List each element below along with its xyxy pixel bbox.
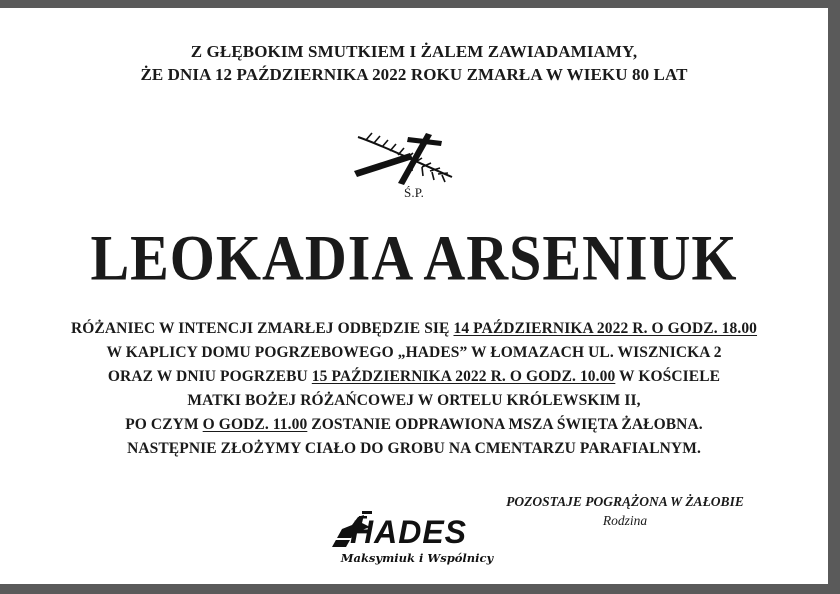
text-fragment: RÓŻANIEC W INTENCJI ZMARŁEJ ODBĘDZIE SIĘ	[70, 320, 454, 337]
text-fragment: PO CZYM	[125, 416, 203, 433]
sp-abbreviation: Ś.P.	[404, 185, 424, 200]
deceased-name: LEOKADIA ARSENIUK	[90, 221, 738, 294]
announcement-line-2: W KAPLICY DOMU POGRZEBOWEGO „HADES” W ŁOMAZACH UL. WISZNICKA 2	[106, 344, 722, 361]
announcement-line-6: NASTĘPNIE ZŁOŻYMY CIAŁO DO GROBU NA CMENTARZU PARAFIALNYM.	[127, 440, 701, 457]
announcement-line-1	[0, 320, 828, 338]
header-line-1: Z GŁĘBOKIM SMUTKIEM I ŻALEM ZAWIADAMIAMY,	[190, 42, 638, 61]
mass-time: O GODZ. 11.00	[202, 416, 308, 433]
logo-wordmark: HADES	[350, 514, 468, 550]
cross-palm-icon	[352, 131, 458, 187]
announcement-line-3	[0, 368, 828, 386]
announcement-line-5	[0, 416, 828, 434]
logo-subtitle: Maksymiuk i Wspólnicy	[340, 551, 494, 565]
text-fragment: W KOŚCIELE	[615, 368, 721, 385]
mourners-family: Rodzina	[602, 513, 648, 528]
mourners-line: POZOSTAJE POGRĄŻONA W ŻAŁOBIE	[506, 494, 744, 509]
funeral-date-time: 15 PAŹDZIERNIKA 2022 R. O GODZ. 10.00	[311, 368, 616, 385]
text-fragment: ORAZ W DNIU POGRZEBU	[107, 368, 312, 385]
hades-logo	[332, 511, 504, 571]
header-line-2: ŻE DNIA 12 PAŹDZIERNIKA 2022 ROKU ZMARŁA W WIEKU 80 LAT	[140, 65, 688, 84]
announcement-line-4: MATKI BOŻEJ RÓŻAŃCOWEJ W ORTELU KRÓLEWSKIM II,	[187, 392, 641, 409]
rosary-date-time: 14 PAŹDZIERNIKA 2022 R. O GODZ. 18.00	[453, 320, 758, 337]
obituary-sheet	[0, 8, 828, 584]
text-fragment: ZOSTANIE ODPRAWIONA MSZA ŚWIĘTA ŻAŁOBNA.	[307, 416, 703, 433]
